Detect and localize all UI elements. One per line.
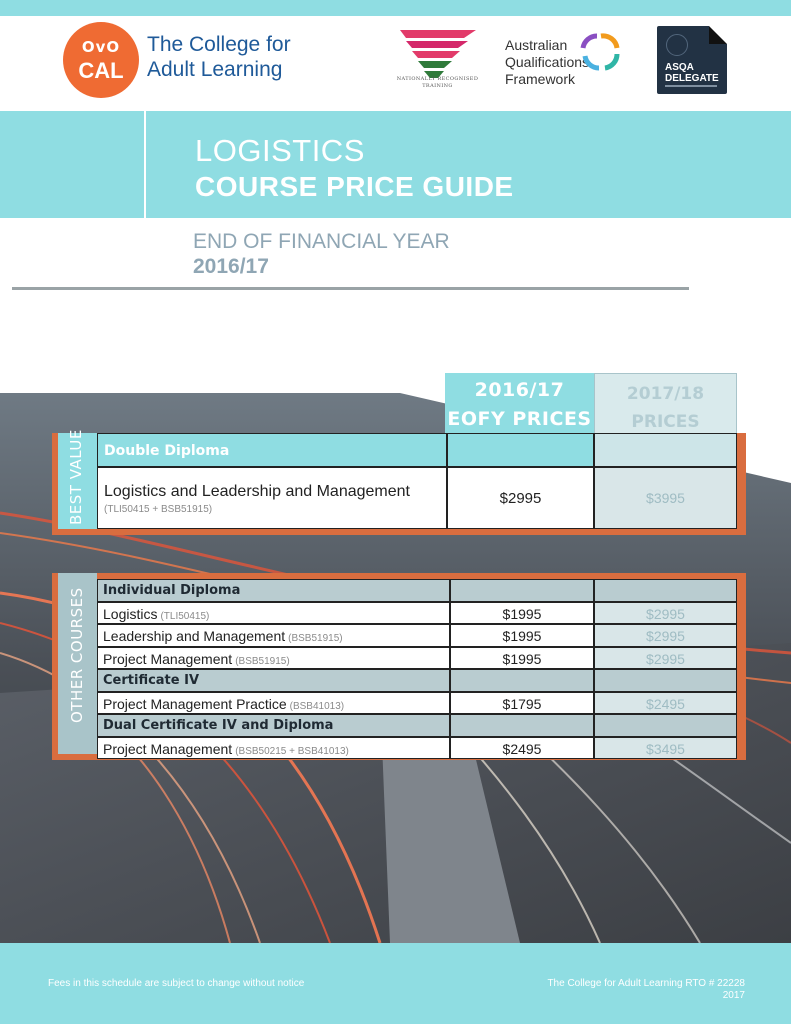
asqa-line1: ASQA: [665, 62, 694, 73]
course-name: [103, 628, 343, 644]
course-cell: [97, 692, 450, 715]
column-a-line1: 2016/17: [474, 379, 565, 401]
course-code: (BSB51915): [235, 655, 290, 667]
cal-owl-logo: [63, 22, 139, 98]
other-courses-side-tab: [58, 573, 97, 754]
best-price-b-value: $3995: [646, 490, 685, 506]
best-course-name: Logistics and Leadership and Management: [104, 483, 410, 500]
course-cell: [97, 579, 450, 602]
price-2017-18-cell: [594, 624, 737, 647]
price-2017-18: $2995: [646, 628, 685, 644]
group-title: Individual Diploma: [103, 583, 241, 598]
course-cell: [97, 602, 450, 625]
price-2017-18-cell: [594, 692, 737, 715]
course-name: [103, 696, 344, 712]
course-code: (BSB51915): [288, 633, 343, 644]
asqa-delegate-logo: [657, 26, 727, 94]
brand-name: [147, 32, 317, 82]
price-2016-17-cell: [450, 647, 594, 670]
course-code: (BSB41013): [289, 700, 345, 712]
course-name: [103, 606, 209, 622]
price-2017-18-cell: [594, 714, 737, 737]
price-2016-17-cell: [450, 692, 594, 715]
aqf-swirl-icon: [577, 32, 623, 78]
aqf-line1: Australian: [505, 37, 568, 53]
price-2017-18-cell: [594, 647, 737, 670]
table-row: [97, 647, 740, 670]
other-courses-table: [97, 579, 740, 759]
price-2016-17: $2495: [502, 740, 542, 757]
price-2016-17: $1795: [502, 695, 542, 712]
footer-rto-line1: The College for Adult Learning RTO # 22228: [547, 978, 745, 989]
logo-owl-eyes: OvO: [81, 38, 121, 56]
price-2017-18-cell: [594, 579, 737, 602]
price-2017-18: $2995: [646, 605, 685, 622]
footer-rto-line2: 2017: [722, 990, 745, 1001]
asqa-line2: DELEGATE: [665, 73, 719, 84]
price-2017-18: $3495: [646, 740, 685, 757]
nrt-caption: NATIONALLY RECOGNISED TRAINING: [396, 76, 479, 89]
best-value-label: BEST VALUE: [67, 429, 85, 525]
table-group-row: [97, 579, 740, 602]
best-price-a-value: $2995: [499, 490, 542, 507]
column-b-line2: PRICES: [631, 412, 700, 432]
price-2017-18: $2995: [646, 650, 685, 667]
period-year: 2016/17: [193, 255, 269, 278]
double-diploma-title: Double Diploma: [104, 443, 230, 459]
price-2016-17-cell: [450, 669, 594, 692]
title-rule: [12, 287, 689, 290]
course-name-text: Leadership and Management: [103, 628, 286, 644]
best-header-cell-a: [447, 433, 594, 467]
asqa-underline: [665, 85, 717, 87]
course-code: (TLI50415): [160, 610, 210, 622]
price-2016-17-cell: [450, 737, 594, 760]
page-title: LOGISTICS: [195, 133, 365, 168]
best-header-cell-b: [594, 433, 737, 467]
price-2016-17-cell: [450, 579, 594, 602]
course-name-text: Project Management: [103, 650, 233, 667]
price-2016-17-cell: [450, 602, 594, 625]
other-courses-label: OTHER COURSES: [68, 587, 86, 723]
best-price-2016-17: [447, 467, 594, 529]
best-value-course: [97, 467, 447, 529]
period-label: END OF FINANCIAL YEAR: [193, 230, 450, 253]
group-title: Certificate IV: [103, 673, 200, 688]
course-name: [103, 741, 349, 757]
table-group-row: [97, 714, 740, 737]
price-2016-17: $1995: [502, 628, 542, 644]
price-2016-17-cell: [450, 714, 594, 737]
page-subtitle: COURSE PRICE GUIDE: [195, 171, 514, 202]
table-row: [97, 624, 740, 647]
column-b-line1: 2017/18: [626, 384, 705, 404]
price-2017-18-cell: [594, 737, 737, 760]
double-diploma-header: [97, 433, 447, 467]
top-accent-strip: [0, 0, 791, 16]
asqa-seal-icon: [666, 34, 688, 56]
course-cell: [97, 624, 450, 647]
footer-disclaimer: Fees in this schedule are subject to change without notice: [48, 978, 305, 989]
brand-name-line1: The College for: [147, 33, 291, 56]
footer-rto: [500, 978, 745, 1002]
best-price-2017-18: [594, 467, 737, 529]
price-2016-17-cell: [450, 624, 594, 647]
course-cell: [97, 714, 450, 737]
table-row: [97, 737, 740, 760]
aqf-line2: Qualifications: [505, 54, 590, 70]
column-a-line2: EOFY PRICES: [447, 408, 592, 430]
price-2016-17: $1995: [502, 650, 542, 667]
brand-name-line2: Adult Learning: [147, 58, 283, 81]
course-cell: [97, 647, 450, 670]
course-name-text: Logistics: [103, 605, 158, 622]
logo-cal-text: CAL: [78, 58, 124, 83]
price-2017-18-cell: [594, 602, 737, 625]
price-2017-18: $2495: [646, 695, 685, 712]
table-row: [97, 602, 740, 625]
course-name: [103, 651, 290, 667]
course-code: (BSB50215 + BSB41013): [235, 745, 349, 757]
price-2017-18-cell: [594, 669, 737, 692]
best-course-code: (TLI50415 + BSB51915): [104, 504, 213, 515]
table-group-row: [97, 669, 740, 692]
asqa-page-fold: [709, 26, 727, 44]
course-name-text: Project Management Practice: [103, 695, 287, 712]
group-title: Dual Certificate IV and Diploma: [103, 718, 334, 733]
course-name-text: Project Management: [103, 740, 233, 757]
title-divider: [144, 111, 146, 218]
price-2016-17: $1995: [502, 605, 542, 622]
course-cell: [97, 737, 450, 760]
course-cell: [97, 669, 450, 692]
best-value-side-tab: [58, 429, 97, 529]
aqf-line3: Framework: [505, 71, 576, 87]
table-row: [97, 692, 740, 715]
column-header-2017-18: [594, 373, 737, 435]
